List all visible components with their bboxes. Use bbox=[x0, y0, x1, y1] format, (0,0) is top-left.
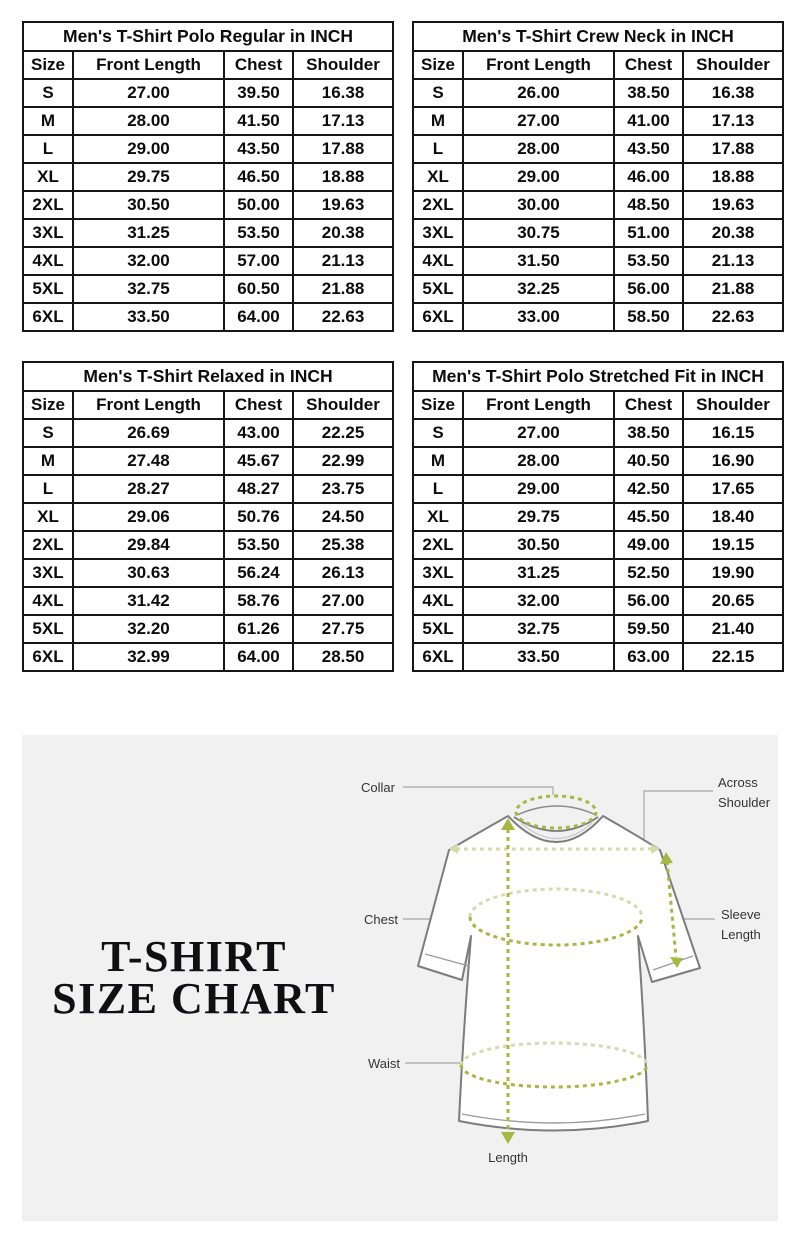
table-cell: 33.00 bbox=[463, 303, 614, 331]
table-cell: 6XL bbox=[23, 303, 73, 331]
table-cell: 53.50 bbox=[224, 531, 293, 559]
table-cell: 32.25 bbox=[463, 275, 614, 303]
table-cell: 64.00 bbox=[224, 303, 293, 331]
table-cell: 22.63 bbox=[293, 303, 393, 331]
table-row bbox=[413, 79, 783, 107]
table-row bbox=[413, 559, 783, 587]
table-title-row bbox=[23, 362, 393, 391]
table-cell: 5XL bbox=[413, 275, 463, 303]
table-header-row bbox=[23, 51, 393, 79]
table-header-row bbox=[23, 391, 393, 419]
table-cell: 18.40 bbox=[683, 503, 783, 531]
column-header: Chest bbox=[614, 391, 683, 419]
column-header: Size bbox=[23, 51, 73, 79]
table-cell: 39.50 bbox=[224, 79, 293, 107]
diagram-heading bbox=[36, 932, 352, 1023]
table-cell: 30.00 bbox=[463, 191, 614, 219]
table-title-row bbox=[413, 362, 783, 391]
table-cell: 19.63 bbox=[683, 191, 783, 219]
table-cell: 60.50 bbox=[224, 275, 293, 303]
table-cell: 29.06 bbox=[73, 503, 224, 531]
table-cell: 21.88 bbox=[293, 275, 393, 303]
table-row bbox=[23, 559, 393, 587]
table-cell: L bbox=[23, 475, 73, 503]
table-cell: 3XL bbox=[23, 559, 73, 587]
table-cell: 4XL bbox=[413, 587, 463, 615]
table-cell: 43.50 bbox=[614, 135, 683, 163]
table-cell: 3XL bbox=[23, 219, 73, 247]
table-cell: 24.50 bbox=[293, 503, 393, 531]
table-row bbox=[23, 219, 393, 247]
table-row bbox=[23, 247, 393, 275]
table-cell: 16.38 bbox=[293, 79, 393, 107]
table-cell: 6XL bbox=[413, 303, 463, 331]
table-cell: 25.38 bbox=[293, 531, 393, 559]
table-cell: 17.65 bbox=[683, 475, 783, 503]
table-cell: 38.50 bbox=[614, 79, 683, 107]
table-cell: 29.75 bbox=[463, 503, 614, 531]
table-cell: 17.13 bbox=[293, 107, 393, 135]
table-row bbox=[413, 247, 783, 275]
table-cell: 53.50 bbox=[224, 219, 293, 247]
table-cell: 20.38 bbox=[683, 219, 783, 247]
table-cell: 33.50 bbox=[463, 643, 614, 671]
heading-line-1: T-SHIRT bbox=[101, 932, 287, 981]
table-cell: 56.24 bbox=[224, 559, 293, 587]
table-cell: 45.67 bbox=[224, 447, 293, 475]
table-title-row bbox=[23, 22, 393, 51]
table-cell: 5XL bbox=[23, 275, 73, 303]
table-cell: 61.26 bbox=[224, 615, 293, 643]
table-cell: S bbox=[23, 79, 73, 107]
column-header: Front Length bbox=[73, 391, 224, 419]
table-cell: 53.50 bbox=[614, 247, 683, 275]
table-cell: 28.50 bbox=[293, 643, 393, 671]
table-row bbox=[413, 219, 783, 247]
table-row bbox=[413, 191, 783, 219]
table-cell: 3XL bbox=[413, 219, 463, 247]
size-table-crew-neck bbox=[412, 21, 784, 332]
size-table-relaxed bbox=[22, 361, 394, 672]
table-cell: S bbox=[413, 79, 463, 107]
table-cell: 21.40 bbox=[683, 615, 783, 643]
table-row bbox=[413, 419, 783, 447]
table-cell: 51.00 bbox=[614, 219, 683, 247]
column-header: Front Length bbox=[463, 391, 614, 419]
table-cell: 59.50 bbox=[614, 615, 683, 643]
table-cell: 27.00 bbox=[463, 107, 614, 135]
table-row bbox=[23, 303, 393, 331]
table-cell: 58.50 bbox=[614, 303, 683, 331]
table-row bbox=[23, 643, 393, 671]
table-cell: XL bbox=[413, 503, 463, 531]
table-cell: 43.00 bbox=[224, 419, 293, 447]
table-cell: 21.13 bbox=[683, 247, 783, 275]
table-cell: 31.50 bbox=[463, 247, 614, 275]
table-row bbox=[413, 615, 783, 643]
table-cell: 56.00 bbox=[614, 275, 683, 303]
table-cell: 2XL bbox=[413, 531, 463, 559]
table-cell: 22.25 bbox=[293, 419, 393, 447]
table-cell: 29.00 bbox=[463, 163, 614, 191]
table-row bbox=[23, 615, 393, 643]
column-header: Chest bbox=[224, 51, 293, 79]
table-cell: 2XL bbox=[413, 191, 463, 219]
column-header: Shoulder bbox=[293, 51, 393, 79]
table-cell: L bbox=[413, 135, 463, 163]
table-cell: 19.15 bbox=[683, 531, 783, 559]
table-cell: 5XL bbox=[413, 615, 463, 643]
table-cell: 26.13 bbox=[293, 559, 393, 587]
table-cell: 41.00 bbox=[614, 107, 683, 135]
table-cell: 56.00 bbox=[614, 587, 683, 615]
column-header: Size bbox=[23, 391, 73, 419]
table-cell: 28.00 bbox=[463, 135, 614, 163]
table-cell: 46.50 bbox=[224, 163, 293, 191]
table-row bbox=[23, 107, 393, 135]
table-cell: 33.50 bbox=[73, 303, 224, 331]
table-row bbox=[413, 643, 783, 671]
table-header-row bbox=[413, 51, 783, 79]
table-row bbox=[413, 135, 783, 163]
table-cell: 31.25 bbox=[73, 219, 224, 247]
table-cell: 48.50 bbox=[614, 191, 683, 219]
table-title: Men's T-Shirt Relaxed in INCH bbox=[23, 362, 393, 391]
table-row bbox=[413, 503, 783, 531]
column-header: Shoulder bbox=[293, 391, 393, 419]
table-cell: 22.99 bbox=[293, 447, 393, 475]
table-cell: XL bbox=[23, 503, 73, 531]
table-cell: 43.50 bbox=[224, 135, 293, 163]
table-cell: 4XL bbox=[23, 247, 73, 275]
table-row bbox=[413, 107, 783, 135]
table-cell: 32.75 bbox=[73, 275, 224, 303]
table-cell: M bbox=[413, 447, 463, 475]
size-tables-grid bbox=[22, 21, 782, 672]
table-cell: 16.38 bbox=[683, 79, 783, 107]
table-cell: 32.99 bbox=[73, 643, 224, 671]
size-table-polo-regular bbox=[22, 21, 394, 332]
table-cell: 17.88 bbox=[683, 135, 783, 163]
table-cell: 31.25 bbox=[463, 559, 614, 587]
table-header-row bbox=[413, 391, 783, 419]
table-cell: 41.50 bbox=[224, 107, 293, 135]
table-cell: 64.00 bbox=[224, 643, 293, 671]
size-diagram-panel bbox=[22, 735, 778, 1221]
table-row bbox=[23, 447, 393, 475]
table-row bbox=[23, 419, 393, 447]
across-shoulder-label: Across Shoulder bbox=[718, 775, 771, 810]
table-cell: 29.84 bbox=[73, 531, 224, 559]
table-cell: 29.75 bbox=[73, 163, 224, 191]
table-row bbox=[23, 275, 393, 303]
table-cell: 5XL bbox=[23, 615, 73, 643]
table-cell: 23.75 bbox=[293, 475, 393, 503]
table-cell: 32.00 bbox=[73, 247, 224, 275]
table-cell: XL bbox=[413, 163, 463, 191]
table-cell: 3XL bbox=[413, 559, 463, 587]
column-header: Chest bbox=[224, 391, 293, 419]
table-row bbox=[23, 587, 393, 615]
table-cell: 45.50 bbox=[614, 503, 683, 531]
table-row bbox=[23, 475, 393, 503]
table-cell: 4XL bbox=[23, 587, 73, 615]
table-cell: 19.63 bbox=[293, 191, 393, 219]
table-cell: 63.00 bbox=[614, 643, 683, 671]
table-title: Men's T-Shirt Crew Neck in INCH bbox=[413, 22, 783, 51]
table-row bbox=[413, 531, 783, 559]
heading-line-2: SIZE CHART bbox=[52, 974, 336, 1023]
table-cell: 27.00 bbox=[293, 587, 393, 615]
table-cell: 30.50 bbox=[463, 531, 614, 559]
table-cell: 29.00 bbox=[73, 135, 224, 163]
table-cell: 2XL bbox=[23, 531, 73, 559]
table-cell: 42.50 bbox=[614, 475, 683, 503]
table-cell: 19.90 bbox=[683, 559, 783, 587]
table-cell: 6XL bbox=[23, 643, 73, 671]
column-header: Front Length bbox=[463, 51, 614, 79]
waist-label: Waist bbox=[367, 1056, 400, 1071]
table-cell: XL bbox=[23, 163, 73, 191]
column-header: Front Length bbox=[73, 51, 224, 79]
table-cell: 50.76 bbox=[224, 503, 293, 531]
table-cell: M bbox=[23, 447, 73, 475]
table-cell: 29.00 bbox=[463, 475, 614, 503]
column-header: Size bbox=[413, 391, 463, 419]
table-cell: L bbox=[413, 475, 463, 503]
table-cell: 27.48 bbox=[73, 447, 224, 475]
table-cell: 46.00 bbox=[614, 163, 683, 191]
table-cell: 22.63 bbox=[683, 303, 783, 331]
chest-label: Chest bbox=[364, 912, 398, 927]
table-cell: 26.69 bbox=[73, 419, 224, 447]
table-cell: 21.13 bbox=[293, 247, 393, 275]
table-cell: 17.88 bbox=[293, 135, 393, 163]
tshirt-outline bbox=[418, 806, 700, 1131]
length-label: Length bbox=[488, 1150, 528, 1165]
collar-label: Collar bbox=[361, 780, 395, 795]
table-row bbox=[413, 475, 783, 503]
table-cell: 50.00 bbox=[224, 191, 293, 219]
column-header: Shoulder bbox=[683, 391, 783, 419]
table-row bbox=[413, 163, 783, 191]
table-row bbox=[413, 587, 783, 615]
table-title-row bbox=[413, 22, 783, 51]
table-cell: L bbox=[23, 135, 73, 163]
table-cell: 27.75 bbox=[293, 615, 393, 643]
table-cell: 49.00 bbox=[614, 531, 683, 559]
sleeve-length-label: Sleeve Length bbox=[721, 907, 761, 942]
table-cell: 2XL bbox=[23, 191, 73, 219]
table-cell: 17.13 bbox=[683, 107, 783, 135]
table-cell: 30.75 bbox=[463, 219, 614, 247]
table-cell: 21.88 bbox=[683, 275, 783, 303]
table-row bbox=[23, 191, 393, 219]
table-cell: 28.00 bbox=[463, 447, 614, 475]
table-cell: 18.88 bbox=[683, 163, 783, 191]
size-table-polo-stretched-fit bbox=[412, 361, 784, 672]
table-cell: 57.00 bbox=[224, 247, 293, 275]
table-cell: 26.00 bbox=[463, 79, 614, 107]
table-cell: 4XL bbox=[413, 247, 463, 275]
table-row bbox=[23, 135, 393, 163]
table-cell: S bbox=[413, 419, 463, 447]
table-row bbox=[413, 275, 783, 303]
table-cell: 16.90 bbox=[683, 447, 783, 475]
table-cell: 32.20 bbox=[73, 615, 224, 643]
table-cell: 48.27 bbox=[224, 475, 293, 503]
table-row bbox=[23, 531, 393, 559]
table-title: Men's T-Shirt Polo Stretched Fit in INCH bbox=[413, 362, 783, 391]
table-cell: 6XL bbox=[413, 643, 463, 671]
table-row bbox=[23, 503, 393, 531]
table-cell: M bbox=[23, 107, 73, 135]
column-header: Shoulder bbox=[683, 51, 783, 79]
table-cell: 58.76 bbox=[224, 587, 293, 615]
table-title: Men's T-Shirt Polo Regular in INCH bbox=[23, 22, 393, 51]
table-cell: 30.50 bbox=[73, 191, 224, 219]
table-cell: M bbox=[413, 107, 463, 135]
table-cell: 20.38 bbox=[293, 219, 393, 247]
column-header: Chest bbox=[614, 51, 683, 79]
table-cell: 30.63 bbox=[73, 559, 224, 587]
table-cell: 18.88 bbox=[293, 163, 393, 191]
table-cell: 22.15 bbox=[683, 643, 783, 671]
table-cell: 38.50 bbox=[614, 419, 683, 447]
table-cell: 31.42 bbox=[73, 587, 224, 615]
table-cell: 27.00 bbox=[73, 79, 224, 107]
column-header: Size bbox=[413, 51, 463, 79]
table-row bbox=[413, 303, 783, 331]
table-cell: S bbox=[23, 419, 73, 447]
table-cell: 28.27 bbox=[73, 475, 224, 503]
table-row bbox=[23, 163, 393, 191]
table-cell: 20.65 bbox=[683, 587, 783, 615]
table-cell: 40.50 bbox=[614, 447, 683, 475]
table-row bbox=[23, 79, 393, 107]
table-cell: 32.00 bbox=[463, 587, 614, 615]
table-cell: 28.00 bbox=[73, 107, 224, 135]
table-cell: 52.50 bbox=[614, 559, 683, 587]
table-cell: 27.00 bbox=[463, 419, 614, 447]
table-cell: 16.15 bbox=[683, 419, 783, 447]
table-row bbox=[413, 447, 783, 475]
table-cell: 32.75 bbox=[463, 615, 614, 643]
